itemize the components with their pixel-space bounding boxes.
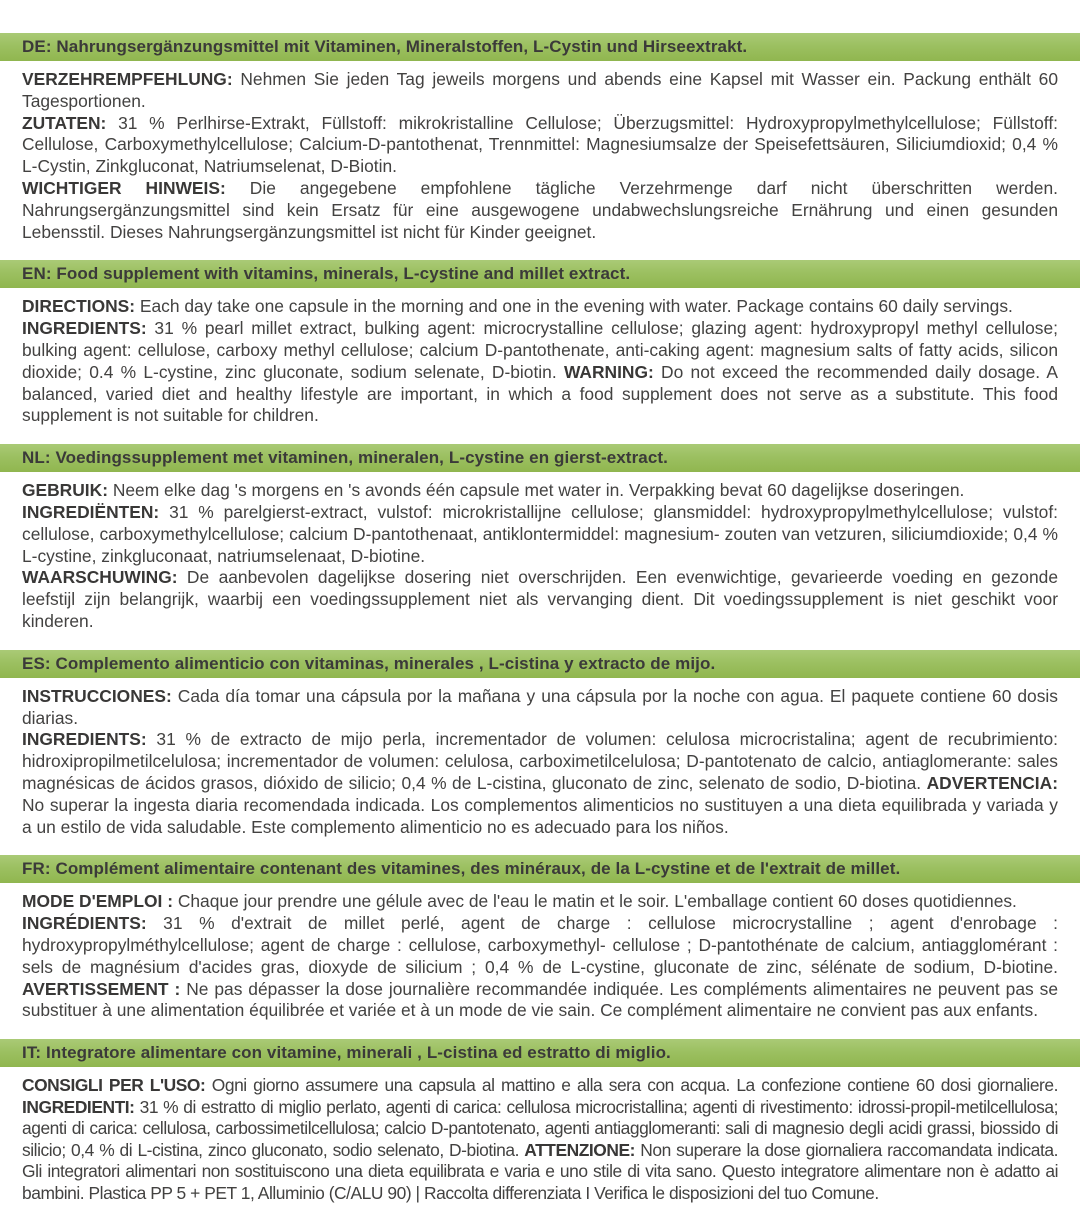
language-section-nl: [0, 444, 1080, 633]
label-paragraph: [22, 480, 1058, 502]
section-header-en: EN: Food supplement with vitamins, minerals, L-cystine and millet extract.: [0, 260, 1080, 288]
field-text: Nehmen Sie jeden Tag jeweils morgens und abends eine Kapsel mit Wasser ein. Packung enthält 60 Tagesportionen.: [22, 69, 1058, 111]
label-paragraph: [22, 318, 1058, 427]
language-section-fr: [0, 855, 1080, 1022]
label-paragraph: [22, 1075, 1058, 1205]
field-label: INGREDIENTS:: [22, 318, 147, 339]
field-label: WARNING:: [563, 361, 654, 382]
field-label: INSTRUCCIONES:: [22, 685, 172, 706]
field-label: INGREDIENTS:: [22, 729, 147, 750]
field-label: DIRECTIONS:: [22, 296, 136, 317]
section-body-de: [0, 61, 1080, 243]
field-text: Neem elke dag 's morgens en 's avonds één capsule met water in. Verpakking bevat 60 dagelijkse doseringen.: [108, 480, 965, 501]
label-paragraph: [22, 178, 1058, 243]
section-header-de: DE: Nahrungsergänzungsmittel mit Vitaminen, Mineralstoffen, L-Cystin und Hirseextrakt.: [0, 33, 1080, 61]
field-text: Cada día tomar una cápsula por la mañana y una cápsula por la noche con agua. El paquete contiene 60 dosis diarias.: [22, 685, 1058, 728]
label-sections: [0, 33, 1080, 1205]
field-text: Ogni giorno assumere una capsula al mattino e alla sera con acqua. La confezione contiene 60 dosi giornaliere.: [205, 1075, 1059, 1096]
field-label: MODE D'EMPLOI :: [22, 891, 173, 912]
field-label: CONSIGLI PER L'USO:: [22, 1075, 206, 1096]
label-paragraph: [22, 113, 1058, 178]
field-label: ADVERTENCIA:: [926, 772, 1058, 793]
field-text: 31 % d'extrait de millet perlé, agent de charge : cellulose microcrystalline ; agent d'enrobage : hydroxypropylméthylcellulose; agent de charge : cellulose, carboxymethyl- cellulose ; D-pantothénate de calcium, antiagglomérant : sels de magnésium d'acides gras, dioxyde de silicium ; 0,4 % de L-cystine, gluconate de zinc, sélénate de sodium, D-biotine.: [22, 913, 1058, 977]
label-paragraph: [22, 69, 1058, 113]
field-label: WICHTIGER HINWEIS:: [22, 177, 226, 198]
label-paragraph: [22, 913, 1058, 1022]
field-text: Do not exceed the recommended daily dosage. A balanced, varied diet and healthy lifestyle are important, in which a food supplement does not serve as a substitute. This food supplement is not suitable for children.: [22, 361, 1058, 426]
field-label: INGRÉDIENTS:: [22, 913, 147, 934]
section-body-es: [0, 678, 1080, 839]
field-label: AVERTISSEMENT :: [22, 978, 181, 999]
label-paragraph: [22, 891, 1058, 913]
field-text: Each day take one capsule in the morning and one in the evening with water. Package contains 60 daily servings.: [135, 296, 1013, 317]
section-header-es: ES: Complemento alimenticio con vitaminas, minerales , L-cistina y extracto de mijo.: [0, 650, 1080, 678]
section-body-fr: [0, 883, 1080, 1022]
label-paragraph: [22, 567, 1058, 632]
section-header-fr: FR: Complément alimentaire contenant des vitamines, des minéraux, de la L-cystine et de l'extrait de millet.: [0, 855, 1080, 883]
field-label: ATTENZIONE:: [524, 1139, 635, 1160]
field-label: WAARSCHUWING:: [22, 567, 178, 588]
field-text: Die angegebene empfohlene tägliche Verzehrmenge darf nicht überschritten werden. Nahrungsergänzungsmittel sind kein Ersatz für eine ausgewogene undabwechslungsreiche Ernährung und einen gesunden Lebensstil. Dieses Nahrungsergänzungsmittel ist nicht für Kinder geeignet.: [22, 177, 1058, 242]
field-label: INGREDIËNTEN:: [22, 501, 160, 522]
field-text: De aanbevolen dagelijkse dosering niet overschrijden. Een evenwichtige, gevarieerde voeding en gezonde leefstijl zijn belangrijk, waarbij een voedingssupplement niet als vervanging dient. Dit voedingssupplement is niet geschikt voor kinderen.: [22, 567, 1058, 631]
field-text: Non superare la dose giornaliera raccomandata indicata. Gli integratori alimentari non sostituiscono una dieta equilibrata e varia e uno stile di vita sano. Questo integratore alimentare non è adatto ai bambini. Plastica PP 5 + PET 1, Alluminio (C/ALU 90) | Raccolta differenziata I Verifica le disposizioni del tuo Comune.: [22, 1139, 1059, 1204]
field-text: No superar la ingesta diaria recomendada indicada. Los complementos alimenticios no sustituyen a una dieta equilibrada y variada y a un estilo de vida saludable. Este complemento alimenticio no es adecuado para los niños.: [22, 794, 1058, 837]
language-section-it: [0, 1039, 1080, 1205]
field-text: 31 % de extracto de mijo perla, incrementador de volumen: celulosa microcristalina; agent de recubrimiento: hidroxipropilmetilcelulosa; incrementador de volumen: celulosa, carboximetilcelulosa; D-pantotenato de calcio, antiaglomerante: sales magnésicas de ácidos grasos, dióxido de silicio; 0,4 % de L-cistina, gluconato de zinc, selenato de sodio, D-biotina.: [22, 729, 1058, 793]
language-section-es: [0, 650, 1080, 839]
label-paragraph: [22, 686, 1058, 730]
label-paragraph: [22, 502, 1058, 567]
section-body-it: [0, 1067, 1080, 1205]
section-body-nl: [0, 472, 1080, 633]
field-text: 31 % di estratto di miglio perlato, agenti di carica: cellulosa microcristallina; agenti di rivestimento: idrossi-propil-metilcellulosa; agenti di carica: cellulosa, carbossimetilcellulosa; calcio D-pantotenato, agenti antiagglomeranti: sali di magnesio degli acidi grassi, biossido di silicio; 0,4 % di L-cistina, zinco gluconato, sodio selenato, D-biotina.: [22, 1096, 1058, 1160]
section-body-en: [0, 288, 1080, 427]
field-label: INGREDIENTI:: [22, 1096, 135, 1117]
field-text: Chaque jour prendre une gélule avec de l'eau le matin et le soir. L'emballage contient 60 doses quotidiennes.: [173, 891, 1017, 912]
language-section-en: [0, 260, 1080, 427]
field-text: 31 % parelgierst-extract, vulstof: microkristallijne cellulose; glansmiddel: hydroxypropylmethylcellulose; vulstof: cellulose, carboxymethylcellulose; calcium D-pantothenaat, antiklontermiddel: magnesium- zouten van vetzuren, siliciumdioxide; 0,4 % L-cystine, zinkgluconaat, natriumselenaat, D-biotine.: [22, 501, 1058, 566]
field-text: Ne pas dépasser la dose journalière recommandée indiquée. Les compléments alimentaires ne peuvent pas se substituer à une alimentation équilibrée et variée et à un mode de vie sain. Ce complément alimentaire ne convient pas aux enfants.: [22, 978, 1058, 1021]
language-section-de: [0, 33, 1080, 243]
field-label: GEBRUIK:: [22, 480, 108, 501]
section-header-it: IT: Integratore alimentare con vitamine, minerali , L-cistina ed estratto di miglio.: [0, 1039, 1080, 1067]
field-text: 31 % pearl millet extract, bulking agent: microcrystalline cellulose; glazing agent: hydroxypropyl methyl cellulose; bulking agent: cellulose, carboxy methyl cellulose; calcium D-pantothenate, anti-caking agent: magnesium salts of fatty acids, silicon dioxide; 0.4 % L-cystine, zinc gluconate, sodium selenate, D-biotin.: [22, 318, 1058, 382]
section-header-nl: NL: Voedingssupplement met vitaminen, mineralen, L-cystine en gierst-extract.: [0, 444, 1080, 472]
field-label: VERZEHREMPFEHLUNG:: [22, 69, 233, 89]
label-paragraph: [22, 729, 1058, 838]
field-label: ZUTATEN:: [22, 112, 107, 133]
label-paragraph: [22, 296, 1058, 318]
field-text: 31 % Perlhirse-Extrakt, Füllstoff: mikrokristalline Cellulose; Überzugsmittel: Hydroxypropylmethylcellulose; Füllstoff: Cellulose, Carboxymethylcellulose; Calcium-D-pantothenat, Trennmittel: Magnesiumsalze der Speisefettsäuren, Siliciumdioxid; 0,4 % L-Cystin, Zinkgluconat, Natriumselenat, D-Biotin.: [22, 112, 1058, 177]
